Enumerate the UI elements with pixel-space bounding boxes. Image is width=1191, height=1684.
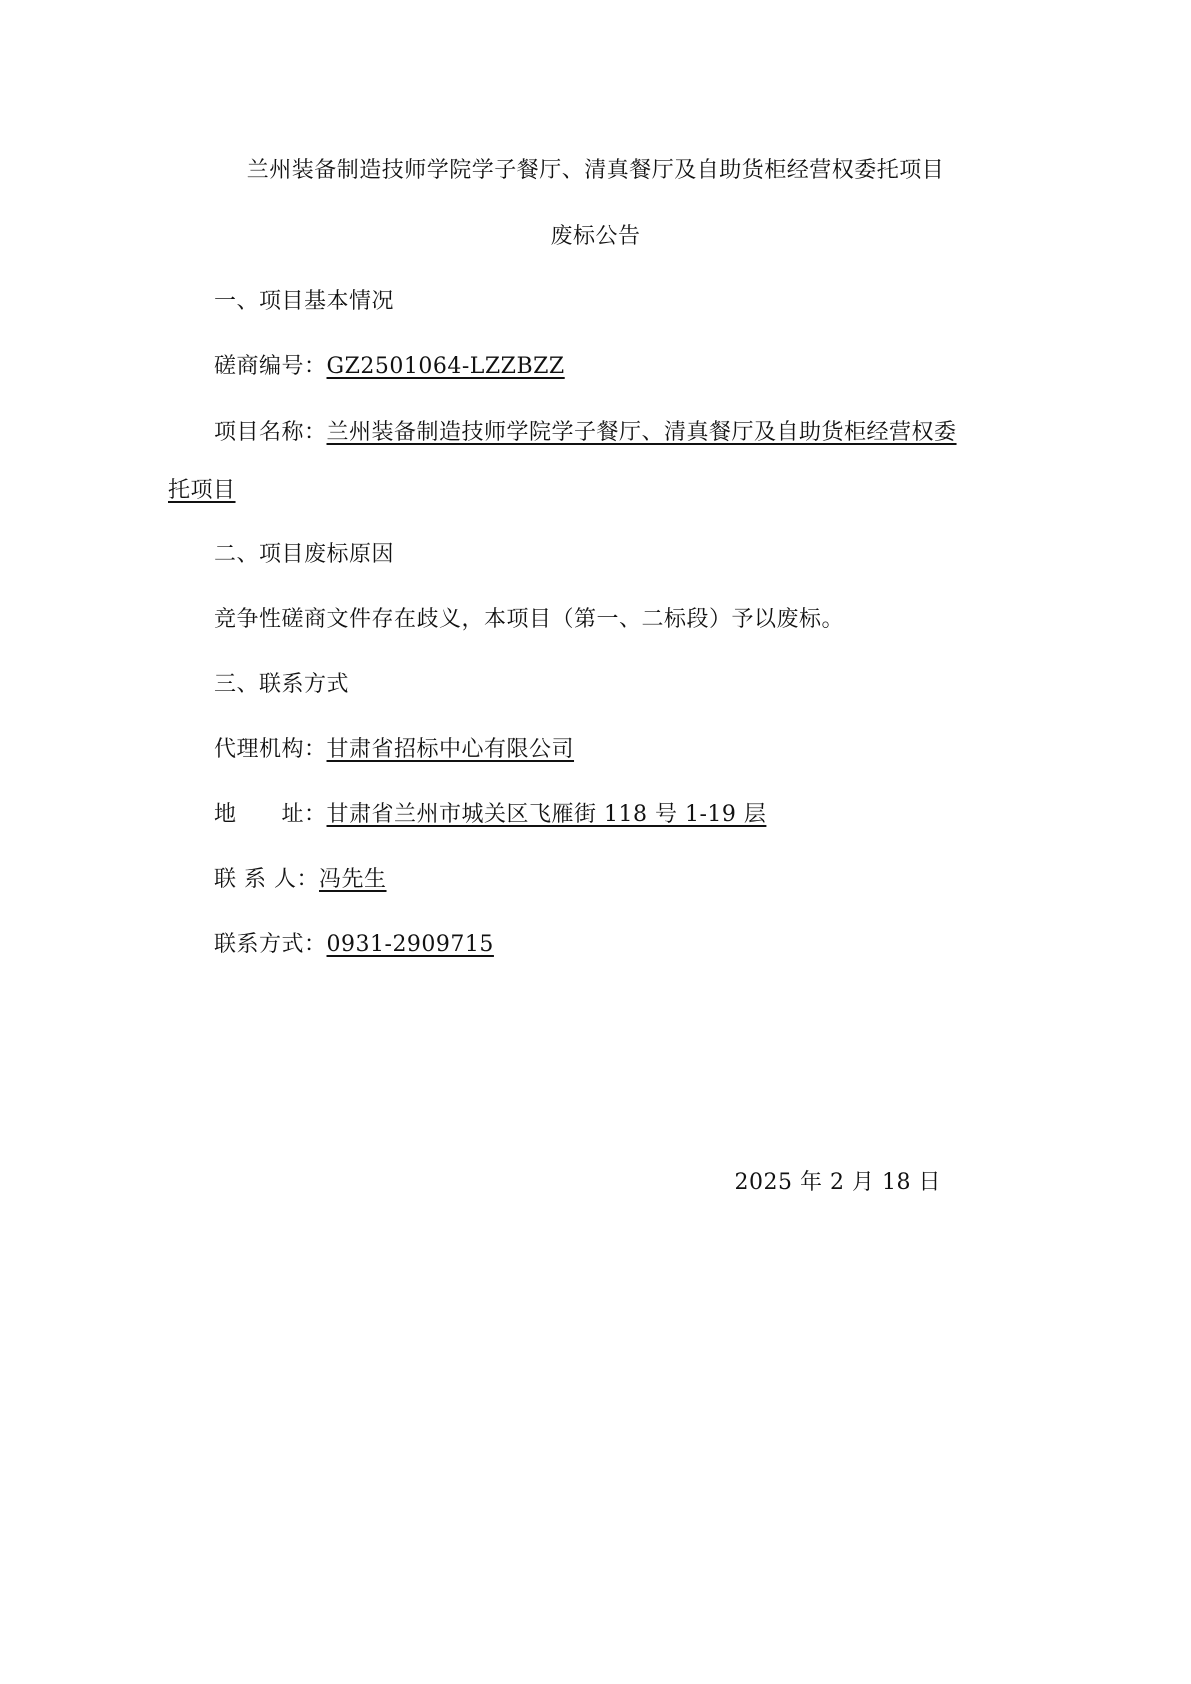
bid-code-label: 磋商编号： bbox=[214, 354, 327, 379]
phone-value: 0931-2909715 bbox=[326, 932, 494, 957]
agency-label: 代理机构： bbox=[214, 737, 327, 762]
phone-label: 联系方式： bbox=[214, 932, 327, 957]
address-value: 甘肃省兰州市城关区飞雁街 118 号 1-19 层 bbox=[326, 802, 767, 827]
project-name-value-cont: 托项目 bbox=[168, 478, 236, 503]
contact-person-row bbox=[214, 865, 387, 895]
project-name-label: 项目名称： bbox=[214, 420, 327, 445]
project-name-row bbox=[214, 418, 957, 448]
agency-value: 甘肃省招标中心有限公司 bbox=[326, 737, 575, 762]
document-date: 2025 年 2 月 18 日 bbox=[734, 1170, 941, 1195]
contact-person-value: 冯先生 bbox=[319, 867, 387, 892]
phone-row bbox=[214, 930, 494, 960]
bid-code-value: GZ2501064-LZZBZZ bbox=[326, 354, 565, 379]
contact-person-label: 联 系 人： bbox=[214, 867, 319, 892]
address-row bbox=[214, 800, 766, 830]
address-label: 地 址： bbox=[214, 802, 327, 827]
project-name-continuation bbox=[168, 476, 236, 506]
section1-heading: 一、项目基本情况 bbox=[214, 289, 395, 314]
cancellation-reason: 竞争性磋商文件存在歧义，本项目（第一、二标段）予以废标。 bbox=[214, 607, 845, 632]
section2-heading: 二、项目废标原因 bbox=[214, 542, 395, 567]
section3-heading: 三、联系方式 bbox=[214, 672, 350, 697]
document-title-line2: 废标公告 bbox=[550, 224, 641, 249]
agency-row bbox=[214, 735, 574, 765]
bid-code-row bbox=[214, 352, 565, 382]
project-name-value: 兰州装备制造技师学院学子餐厅、清真餐厅及自助货柜经营权委 bbox=[326, 420, 957, 445]
document-title-line1: 兰州装备制造技师学院学子餐厅、清真餐厅及自助货柜经营权委托项目 bbox=[246, 158, 945, 183]
